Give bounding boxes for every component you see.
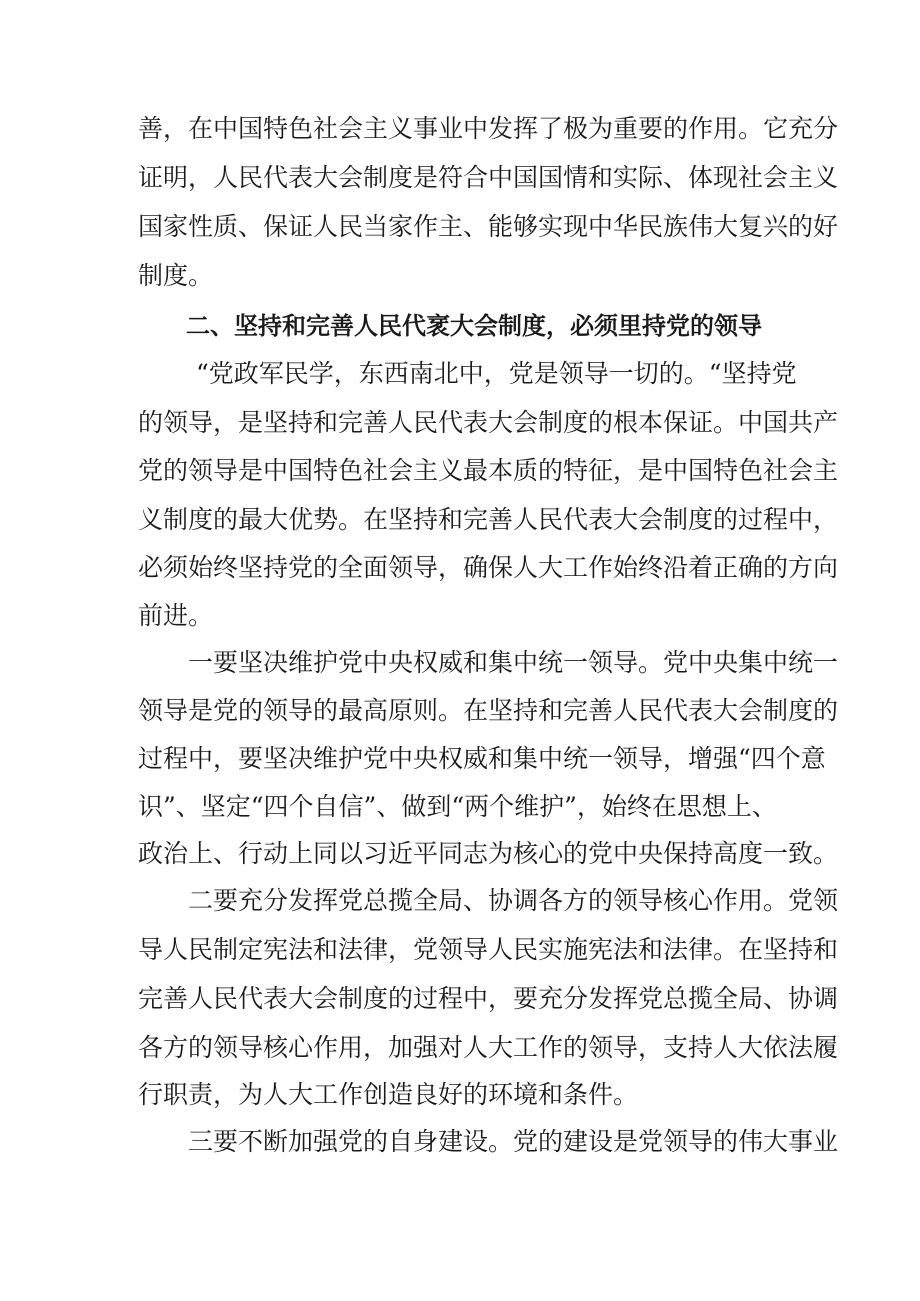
text-line: 善，在中国特色社会主义事业中发挥了极为重要的作用。它充分 [138, 114, 839, 143]
text-line: 前进。 [138, 601, 214, 630]
text-line: 完善人民代表大会制度的过程中，要充分发挥党总揽全局、协调 [138, 984, 839, 1013]
text-line: 行职责，为人大工作创造良好的环境和条件。 [138, 1080, 639, 1109]
text-line: 各方的领导核心作用，加强对人大工作的领导，支持人大依法履 [138, 1033, 839, 1062]
text-line: 的领导，是坚持和完善人民代表大会制度的根本保证。中国共产 [138, 408, 839, 437]
text-line: 一要坚决维护党中央权威和集中统一领导。党中央集中统一 [188, 648, 839, 677]
text-line: 导人民制定宪法和法律，党领导人民实施宪法和法律。在坚持和 [138, 935, 839, 964]
text-line: 过程中，要坚决维护党中央权威和集中统一领导，增强“四个意 [138, 744, 826, 773]
text-line: 领导是党的领导的最高原则。在坚持和完善人民代表大会制度的 [138, 696, 839, 725]
text-line: 国家性质、保证人民当家作主、能够实现中华民族伟大复兴的好 [138, 212, 839, 241]
text-line: 党的领导是中国特色社会主义最本质的特征，是中国特色社会主 [138, 456, 839, 485]
text-line: 二要充分发挥党总揽全局、协调各方的领导核心作用。党领 [188, 886, 839, 915]
text-line: 证明，人民代表大会制度是符合中国国情和实际、体现社会主义 [138, 163, 839, 192]
text-line: 识”、坚定“四个自信”、做到“两个维护”，始终在思想上、 [138, 792, 777, 821]
section-heading: 二、坚持和完善人民代衺大会制度，必须里持党的领导 [186, 312, 762, 340]
text-line: 政治上、行动上同以习近平同志为核心的党中央保持高度一致。 [138, 839, 839, 868]
text-line: “党政军民学，东西南北中，党是领导一切的。“坚持党 [196, 359, 797, 388]
text-line: 三要不断加强党的自身建设。党的建设是党领导的伟大事业 [188, 1127, 839, 1156]
text-line: 义制度的最大优势。在坚持和完善人民代表大会制度的过程中， [138, 505, 839, 534]
text-line: 制度。 [138, 261, 214, 290]
text-line: 必须始终坚持党的全面领导，确保人大工作始终沿着正确的方向 [138, 553, 839, 582]
